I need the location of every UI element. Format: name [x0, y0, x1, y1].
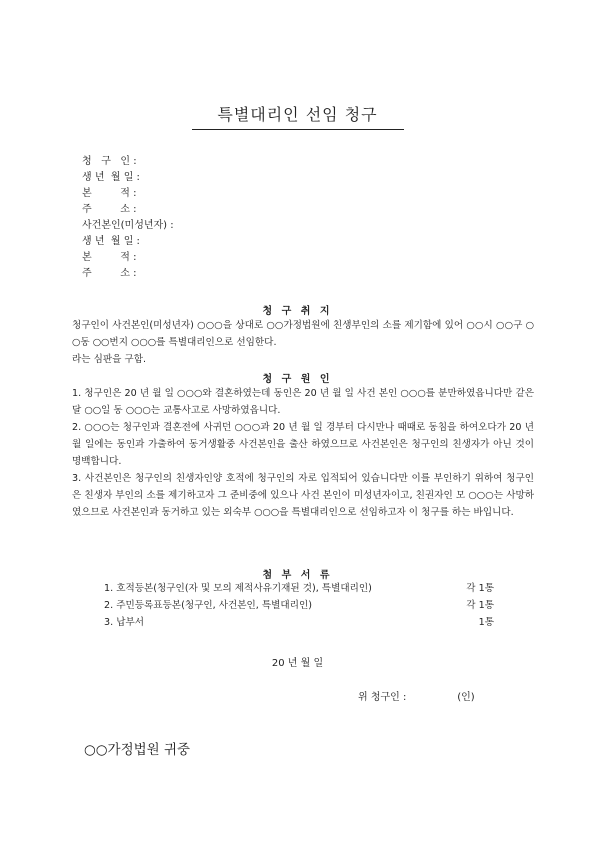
cause-paragraph: 1. 청구인은 20 년 월 일 ○○○와 결혼하였는데 동인은 20 년 월 일 사건 본인 ○○○를 분만하였읍니다만 같은 달 ○○일 동 ○○○는 교통사고로 사망하였읍니다. — [72, 388, 534, 416]
claimant-name-field: 청 구 인 : — [82, 156, 137, 167]
minor-label: 사건본인(미성년자) : — [82, 220, 174, 231]
court-addressee: ○○가정법원 귀중 — [84, 742, 191, 758]
claimant-address-field: 주 소 : — [82, 204, 137, 215]
purpose-body — [72, 317, 534, 368]
cause-heading: 청 구 원 인 — [262, 374, 333, 385]
attachment-item — [104, 597, 494, 614]
attachment-item — [104, 580, 494, 597]
title-underline — [192, 129, 404, 130]
purpose-paragraph: 라는 심판을 구함. — [72, 354, 147, 365]
attachment-name: 3. 납부서 — [104, 617, 145, 628]
minor-birthdate-field: 생 년 월 일 : — [82, 236, 140, 247]
cause-paragraph: 2. ○○○는 청구인과 결혼전에 사귀던 ○○○과 20 년 월 일 경부터 다시만나 때때로 동침을 하여오다가 20 년 월 일에는 동인과 가출하여 동거생활중 사건본인을 출산 하였으므로 사건본인은 청구인의 친생자가 아닌 것이 명백합니다. — [72, 422, 534, 467]
attachment-qty: 각 1통 — [466, 583, 494, 594]
date-line: 20 년 월 일 — [271, 658, 324, 669]
signature-line: 위 청구인 : (인) — [358, 692, 475, 703]
attachment-qty: 각 1통 — [466, 600, 494, 611]
attachments-list — [104, 580, 494, 631]
document-title: 특별대리인 선임 청구 — [217, 105, 378, 124]
minor-domicile-field: 본 적 : — [82, 252, 137, 263]
attachment-item — [104, 614, 494, 631]
cause-paragraph: 3. 사건본인은 청구인의 친생자인양 호적에 청구인의 자로 입적되어 있습니다만 이를 부인하기 위하여 청구인은 친생자 부인의 소를 제기하고자 그 준비중에 있으나 사건 본인이 미성년자이고, 친권자인 모 ○○○는 사망하였으므로 사건본인과 동거하고 있는 외숙부 ○○○을 특별대리인으로 선임하고자 이 청구를 하는 바입니다. — [72, 473, 534, 518]
claimant-domicile-field: 본 적 : — [82, 188, 137, 199]
minor-address-field: 주 소 : — [82, 268, 137, 279]
attachment-name: 2. 주민등록표등본(청구인, 사건본인, 특별대리인) — [104, 600, 312, 611]
attachment-qty: 1통 — [478, 617, 494, 628]
cause-body — [72, 385, 534, 521]
claimant-birthdate-field: 생 년 월 일 : — [82, 172, 140, 183]
attachment-name: 1. 호적등본(청구인(자 및 모의 제적사유기재된 것), 특별대리인) — [104, 583, 372, 594]
purpose-heading: 청 구 취 지 — [262, 306, 333, 317]
purpose-paragraph: 청구인이 사건본인(미성년자) ○○○을 상대로 ○○가정법원에 친생부인의 소를 제기함에 있어 ○○시 ○○구 ○○동 ○○번지 ○○○를 특별대리인으로 선임한다. — [72, 320, 534, 348]
attachments-heading: 첨 부 서 류 — [262, 570, 333, 581]
